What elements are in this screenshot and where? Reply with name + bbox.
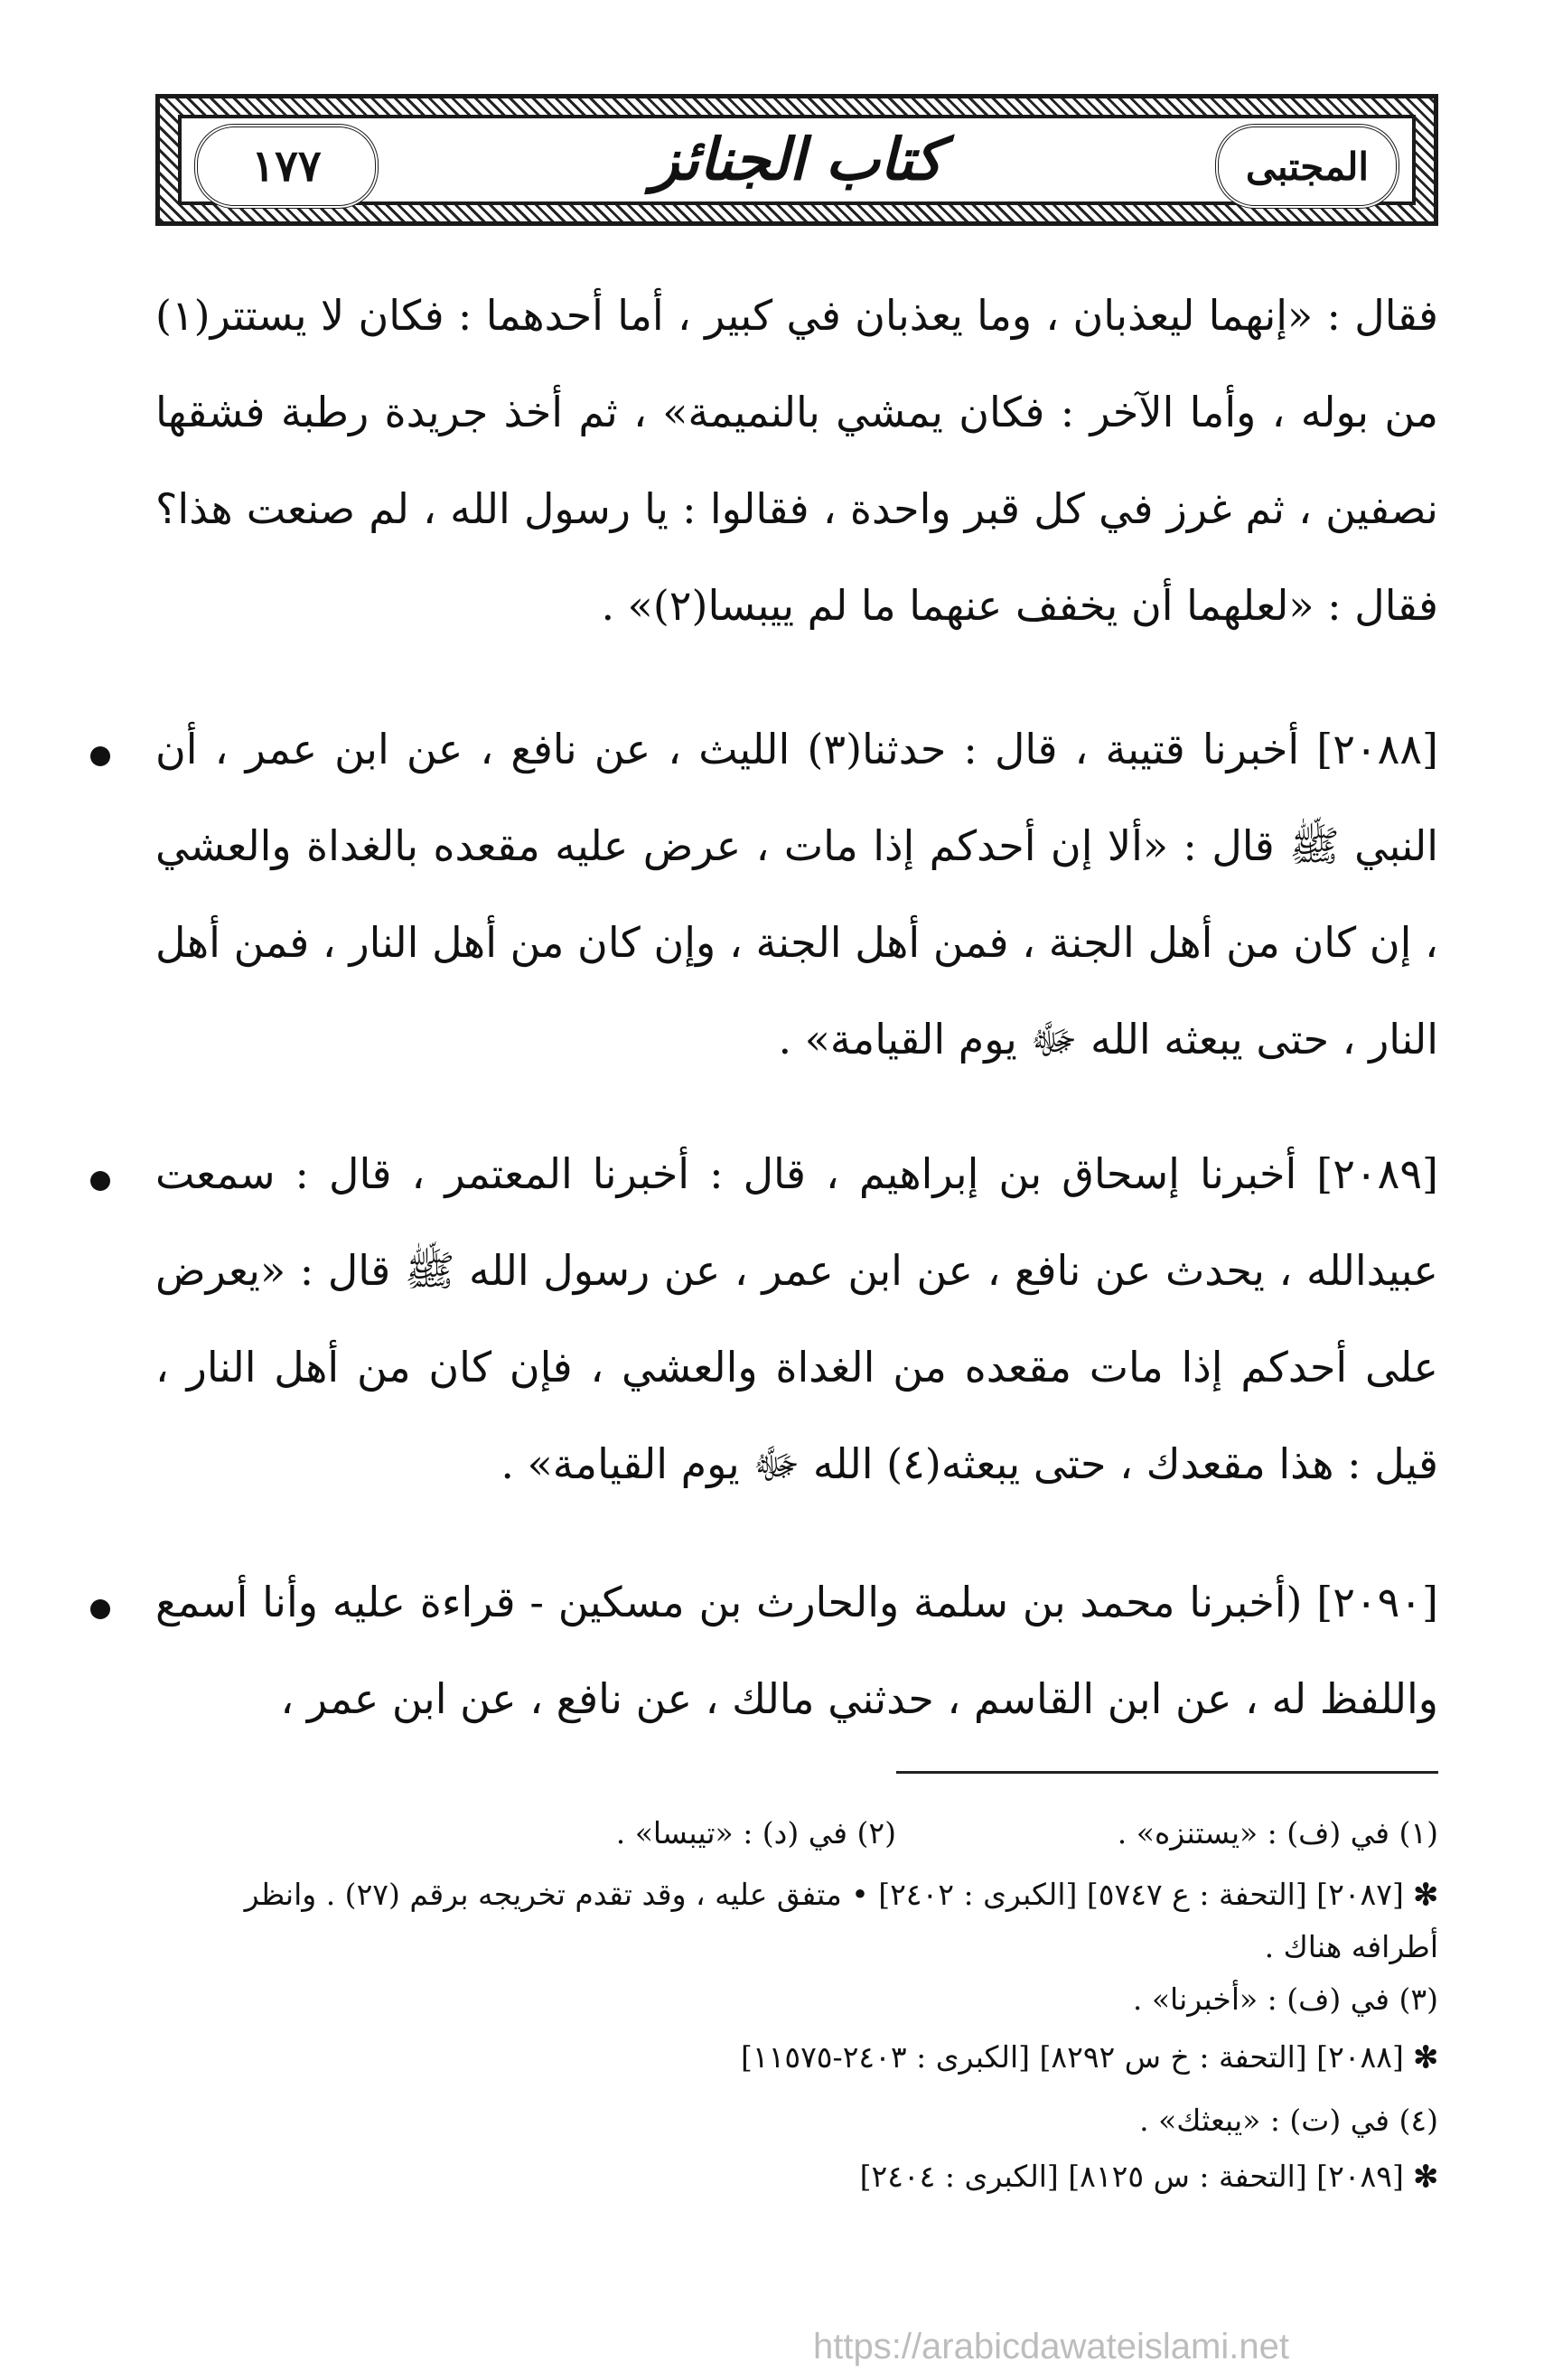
footnote-divider <box>896 1771 1438 1774</box>
takhrij-text: [٢٠٨٩] [التحفة : س ٨١٢٥] [الكبرى : ٢٤٠٤] <box>859 2159 1404 2194</box>
takhrij-text: [٢٠٨٧] [التحفة : ع ٥٧٤٧] [الكبرى : ٢٤٠٢] • متفق عليه ، وقد تقدم تخريجه برقم (٢٧) . وانظر أطرافه هناك . <box>244 1877 1438 1964</box>
hadith-2089 <box>155 1126 1438 1513</box>
hadith-text: [٢٠٨٨] أخبرنا قتيبة ، قال : حدثنا(٣) الليث ، عن نافع ، عن ابن عمر ، أن النبي ﷺ قال : «ألا إن أحدكم إذا مات ، عرض عليه مقعده بالغداة والعشي ، إن كان من أهل الجنة ، فمن أهل الجنة ، وإن كان من أهل النار ، فمن أهل النار ، حتى يبعثه الله ﷻ يوم القيامة» . <box>155 725 1438 1064</box>
series-title-badge: المجتبى <box>1215 124 1399 209</box>
takhrij-2087 <box>155 1869 1438 1973</box>
footnote-2: (٢) في (د) : «تيبسا» . <box>615 1815 896 1851</box>
asterisk-icon: ✻ <box>1413 2159 1438 2194</box>
asterisk-icon: ✻ <box>1413 2039 1438 2075</box>
page-number: ١٧٧ <box>194 124 379 209</box>
asterisk-icon: ✻ <box>1413 1877 1438 1912</box>
hadith-text: فقال : «إنهما ليعذبان ، وما يعذبان في كبير ، أما أحدهما : فكان لا يستتر(١) من بوله ، وأما الآخر : فكان يمشي بالنميمة» ، ثم أخذ جريدة رطبة فشقها نصفين ، ثم غرز في كل قبر واحدة ، فقالوا : يا رسول الله ، لم صنعت هذا؟ فقال : «لعلهما أن يخفف عنهما ما لم ييبسا(٢)» . <box>155 291 1438 630</box>
bullet-icon <box>90 746 110 766</box>
watermark-url: https://arabicdawateislami.net <box>813 2327 1289 2366</box>
footnote-3: (٣) في (ف) : «أخبرنا» . <box>1132 1982 1438 2017</box>
hadith-2088 <box>155 701 1438 1088</box>
footnote-4: (٤) في (ت) : «يبعثك» . <box>1139 2103 1438 2138</box>
hadith-text: [٢٠٩٠] (أخبرنا محمد بن سلمة والحارث بن مسكين - قراءة عليه وأنا أسمع واللفظ له ، عن ابن القاسم ، حدثني مالك ، عن نافع ، عن ابن عمر ، <box>155 1578 1438 1723</box>
takhrij-text: [٢٠٨٨] [التحفة : خ س ٨٢٩٢] [الكبرى : ٢٤٠٣-١١٥٧٥] <box>741 2039 1404 2075</box>
hadith-2090 <box>155 1554 1438 1748</box>
takhrij-2088 <box>155 2031 1438 2084</box>
takhrij-2089 <box>155 2150 1438 2203</box>
bullet-icon <box>90 1171 110 1191</box>
chapter-title: كتاب الجنائز <box>650 126 943 194</box>
header-frame <box>178 115 1416 205</box>
page-header <box>155 94 1438 226</box>
hadith-text: [٢٠٨٩] أخبرنا إسحاق بن إبراهيم ، قال : أخبرنا المعتمر ، قال : سمعت عبيدالله ، يحدث عن نافع ، عن ابن عمر ، عن رسول الله ﷺ قال : «يعرض على أحدكم إذا مات مقعده من الغداة والعشي ، فإن كان من أهل النار ، قيل : هذا مقعدك ، حتى يبعثه(٤) الله ﷻ يوم القيامة» . <box>155 1149 1438 1488</box>
hadith-continuation <box>155 267 1438 654</box>
footnote-1: (١) في (ف) : «يستنزه» . <box>1117 1815 1438 1851</box>
bullet-icon <box>90 1599 110 1619</box>
